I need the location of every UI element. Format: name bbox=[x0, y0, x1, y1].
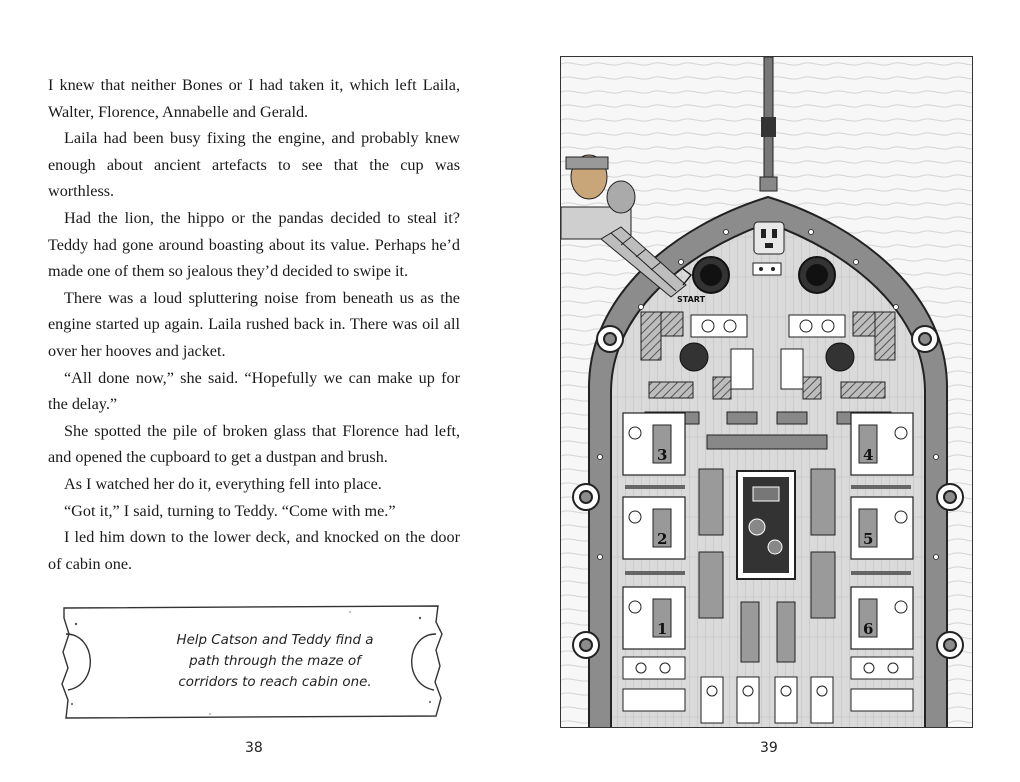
paragraph: I led him down to the lower deck, and knocked on the door of cabin one. bbox=[48, 528, 460, 573]
paragraph: “All done now,” she said. “Hopefully we can make up for the delay.” bbox=[48, 368, 460, 414]
puzzle-note bbox=[60, 604, 444, 720]
puzzle-instruction bbox=[130, 630, 420, 693]
cabin-number: 6 bbox=[863, 620, 874, 638]
paragraph: As I watched her do it, everything fell into place. bbox=[64, 474, 382, 493]
page-number-right: 39 bbox=[760, 740, 778, 756]
ship-maze-illustration bbox=[560, 56, 973, 728]
instruction-line: corridors to reach cabin one. bbox=[178, 675, 372, 690]
paragraph: There was a loud spluttering noise from beneath us as the engine started up again. Laila rushed back in. There was oil all over her hooves and jacket. bbox=[48, 288, 460, 360]
cabin-number: 4 bbox=[863, 446, 874, 464]
paragraph: “Got it,” I said, turning to Teddy. “Come with me.” bbox=[64, 501, 396, 520]
cabin-number: 1 bbox=[657, 620, 668, 638]
ship-maze-icon bbox=[561, 57, 973, 728]
page-number-left: 38 bbox=[245, 740, 263, 756]
cabin-number: 5 bbox=[863, 530, 874, 548]
instruction-line: path through the maze of bbox=[189, 654, 361, 669]
paragraph: I knew that neither Bones or I had taken it, which left Laila, Walter, Florence, Annabelle and Gerald. bbox=[48, 76, 460, 121]
instruction-line: Help Catson and Teddy find a bbox=[176, 633, 374, 648]
paragraph: Laila had been busy fixing the engine, and probably knew enough about ancient artefacts to see that the cup was worthless. bbox=[48, 129, 460, 201]
cabin-number: 3 bbox=[657, 446, 668, 464]
story-text bbox=[48, 72, 460, 577]
paragraph: Had the lion, the hippo or the pandas decided to steal it? Teddy had gone around boasting about its value. Perhaps he’d made one of them so jealous they’d decided to swipe it. bbox=[48, 208, 460, 281]
paragraph: She spotted the pile of broken glass that Florence had left, and opened the cupboard to get a dustpan and brush. bbox=[48, 421, 460, 467]
start-label: START bbox=[677, 295, 706, 304]
cabin-number: 2 bbox=[657, 530, 668, 548]
